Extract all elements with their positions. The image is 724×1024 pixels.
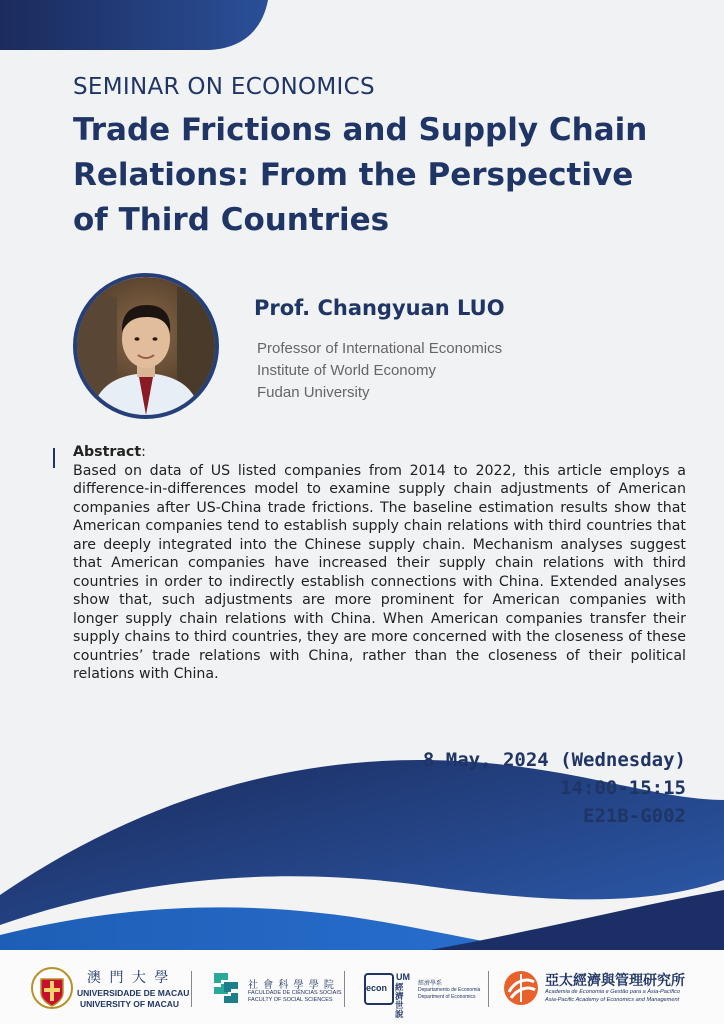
apaem-chinese-name: 亞太經濟與管理研究所 (545, 973, 685, 989)
logo-separator (191, 971, 192, 1007)
abstract-colon: : (141, 444, 146, 460)
logo-separator (344, 971, 345, 1007)
econ-chinese-name: 經濟學系 (418, 981, 443, 987)
econ-portuguese-name: Departamento de Economia (418, 987, 481, 993)
top-banner-shape (0, 0, 268, 50)
abstract-block (73, 443, 686, 684)
fss-chinese-name: 社 會 科 學 學 院 (248, 980, 335, 991)
event-time: 14:00-15:15 (560, 777, 686, 799)
econ-badge-text: econ (366, 983, 388, 993)
fss-portuguese-name: FACULDADE DE CIÊNCIAS SOCIAIS (248, 990, 342, 996)
fss-logo-icon (211, 970, 241, 1006)
logo-footer (0, 950, 724, 1024)
event-venue: E21B-G002 (583, 805, 686, 827)
speaker-affiliations (257, 338, 502, 404)
speaker-name: Prof. Changyuan LUO (254, 296, 505, 320)
apaem-english-name: Asia-Pacific Academy of Economics and Management (545, 997, 680, 1003)
event-details (423, 746, 686, 830)
speaker-institute: Institute of World Economy (257, 362, 436, 379)
econ-english-name: Department of Economics (418, 994, 476, 1000)
um-english-name: UNIVERSITY OF MACAU (80, 999, 180, 1009)
econ-um-text: UM (396, 972, 410, 982)
um-crest-icon (31, 965, 73, 1011)
logo-separator (488, 971, 489, 1007)
abstract-marker (53, 448, 55, 468)
seminar-title: Trade Frictions and Supply Chain Relations: From the Perspective of Third Countries (73, 112, 648, 238)
event-date: 8 May, 2024 (Wednesday) (422, 749, 686, 771)
abstract-label: Abstract (73, 444, 142, 460)
abstract-text: Based on data of US listed companies from 2014 to 2022, this article employs a difference-in-differences model to examine supply chain adjustments of American companies after US-China trade frictions. The baseline estimation results show that American companies tend to establish supply chain relations with third countries that are deeply integrated into the Chinese supply chain. Mechanism analyses suggest that American companies have increased their supply chain relations with third countries in order to indirectly establish connections with China. Extended analyses show that, such adjustments are more prominent for American companies with longer supply chain relations with China. When American companies transfer their supply chains to third countries, they are more concerned with the closeness of these countries’ trade relations with China, rather than the closeness of their political relations with China. (73, 462, 686, 682)
um-chinese-name: 澳 門 大 學 (87, 970, 171, 986)
fss-english-name: FACULTY OF SOCIAL SCIENCES (248, 997, 333, 1003)
speaker-university: Fudan University (257, 384, 370, 401)
econ-chinese-glyphs-a: 經濟 (395, 982, 404, 1001)
speaker-position: Professor of International Economics (257, 340, 503, 357)
apaem-logo-icon (503, 970, 539, 1006)
seminar-series-label: SEMINAR ON ECONOMICS (73, 74, 375, 100)
speaker-photo (73, 273, 219, 419)
um-portuguese-name: UNIVERSIDADE DE MACAU (77, 988, 190, 998)
apaem-portuguese-name: Academia de Economia e Gestão para a Ásia-Pacífico (545, 989, 680, 995)
econ-chinese-glyphs-b: 世說 (395, 1000, 404, 1019)
